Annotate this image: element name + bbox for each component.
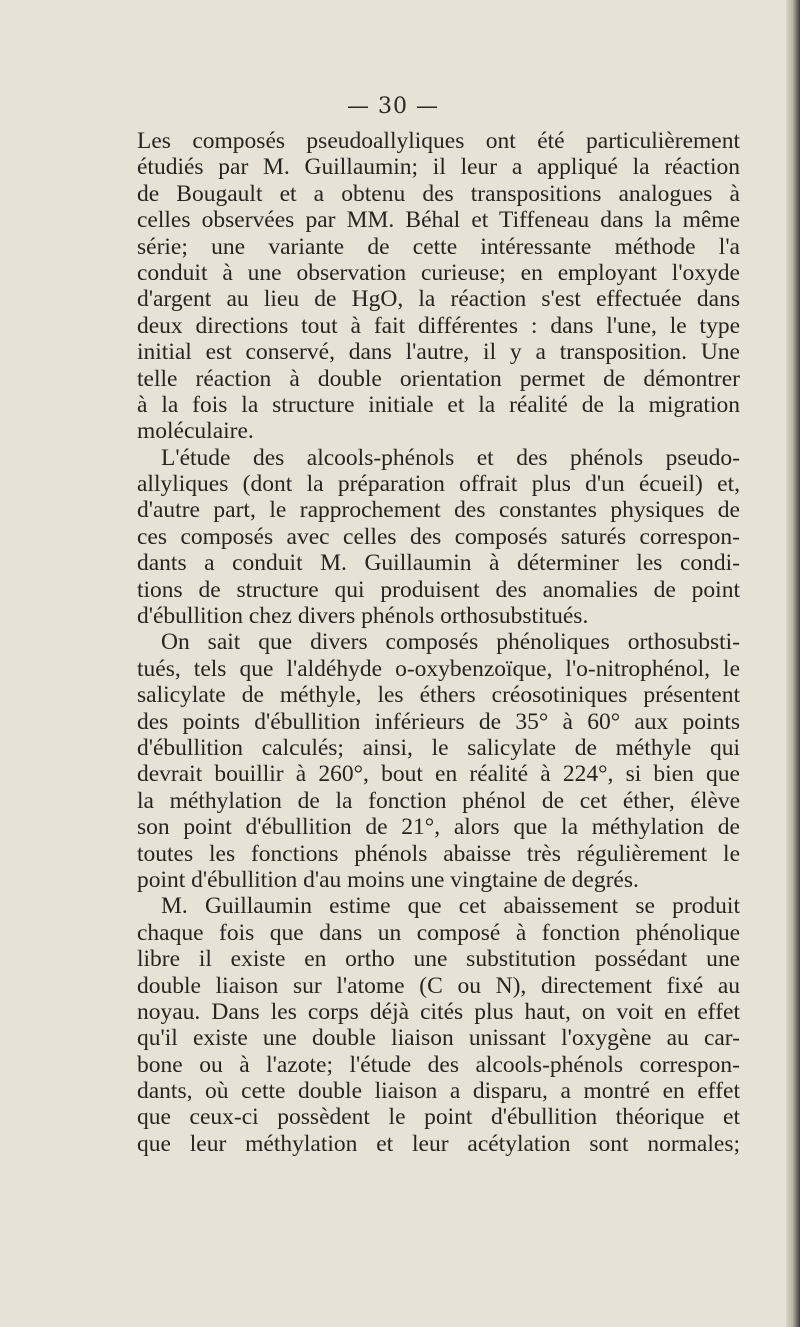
text-line: série; une variante de cette intéressante méthode l'a bbox=[137, 233, 740, 260]
text-line: devrait bouillir à 260°, bout en réalité à 224°, si bien que bbox=[137, 761, 740, 788]
text-line: tions de structure qui produisent des anomalies de point bbox=[137, 576, 740, 603]
text-line: qu'il existe une double liaison unissant l'oxygène au car- bbox=[137, 1025, 740, 1052]
text-line: libre il existe en ortho une substitution possédant une bbox=[137, 946, 740, 973]
text-line: Les composés pseudoallyliques ont été particulièrement bbox=[137, 128, 740, 154]
text-line: conduit à une observation curieuse; en employant l'oxyde bbox=[137, 259, 740, 286]
text-line: salicylate de méthyle, les éthers créosotiniques présentent bbox=[137, 682, 740, 709]
text-line: On sait que divers composés phénoliques orthosubsti- bbox=[161, 629, 740, 656]
text-line: la méthylation de la fonction phénol de cet éther, élève bbox=[137, 787, 740, 814]
text-line: à la fois la structure initiale et la réalité de la migration bbox=[137, 391, 740, 418]
text-line: d'ébullition calculés; ainsi, le salicylate de méthyle qui bbox=[137, 734, 740, 761]
text-line: celles observées par MM. Béhal et Tiffeneau dans la même bbox=[137, 207, 740, 234]
text-line: M. Guillaumin estime que cet abaissement se produit bbox=[161, 893, 740, 920]
text-line: tués, tels que l'aldéhyde o-oxybenzoïque, l'o-nitrophénol, le bbox=[137, 655, 740, 682]
text-line: des points d'ébullition inférieurs de 35° à 60° aux points bbox=[137, 708, 740, 735]
text-line: L'étude des alcools-phénols et des phénols pseudo- bbox=[161, 444, 740, 471]
text-line: que leur méthylation et leur acétylation sont normales; bbox=[137, 1130, 740, 1157]
text-line: deux directions tout à fait différentes : dans l'une, le type bbox=[137, 312, 740, 339]
text-line: dants, où cette double liaison a disparu, a montré en effet bbox=[137, 1078, 740, 1105]
text-line: moléculaire. bbox=[137, 418, 254, 445]
text-line: chaque fois que dans un composé à fonction phénolique bbox=[137, 919, 740, 946]
text-line: bone ou à l'azote; l'étude des alcools-phénols correspon- bbox=[137, 1051, 740, 1078]
text-line: d'ébullition chez divers phénols orthosubstitués. bbox=[137, 603, 589, 630]
text-line: ces composés avec celles des composés saturés correspon- bbox=[137, 523, 740, 550]
page-edge-shadow bbox=[786, 0, 800, 1327]
text-line: d'argent au lieu de HgO, la réaction s'est effectuée dans bbox=[137, 286, 740, 313]
text-line: telle réaction à double orientation permet de démontrer bbox=[137, 365, 740, 392]
text-line: noyau. Dans les corps déjà cités plus haut, on voit en effet bbox=[137, 998, 740, 1025]
text-line: d'autre part, le rapprochement des constantes physiques de bbox=[137, 497, 740, 524]
text-line: allyliques (dont la préparation offrait plus d'un écueil) et, bbox=[137, 471, 740, 498]
text-line: de Bougault et a obtenu des transpositions analogues à bbox=[137, 180, 740, 207]
text-line: toutes les fonctions phénols abaisse très régulièrement le bbox=[137, 840, 740, 867]
text-line: double liaison sur l'atome (C ou N), directement fixé au bbox=[137, 972, 740, 999]
text-line: initial est conservé, dans l'autre, il y a transposition. Une bbox=[137, 339, 740, 366]
text-line: son point d'ébullition de 21°, alors que la méthylation de bbox=[137, 814, 740, 841]
text-line: dants a conduit M. Guillaumin à déterminer les condi- bbox=[137, 550, 740, 577]
text-line: point d'ébullition d'au moins une vingtaine de degrés. bbox=[137, 866, 639, 893]
body-text bbox=[137, 128, 740, 1157]
text-line: étudiés par M. Guillaumin; il leur a appliqué la réaction bbox=[137, 154, 740, 181]
text-line: que ceux-ci possèdent le point d'ébullition théorique et bbox=[137, 1104, 740, 1131]
page-number: — 30 — bbox=[347, 94, 439, 119]
